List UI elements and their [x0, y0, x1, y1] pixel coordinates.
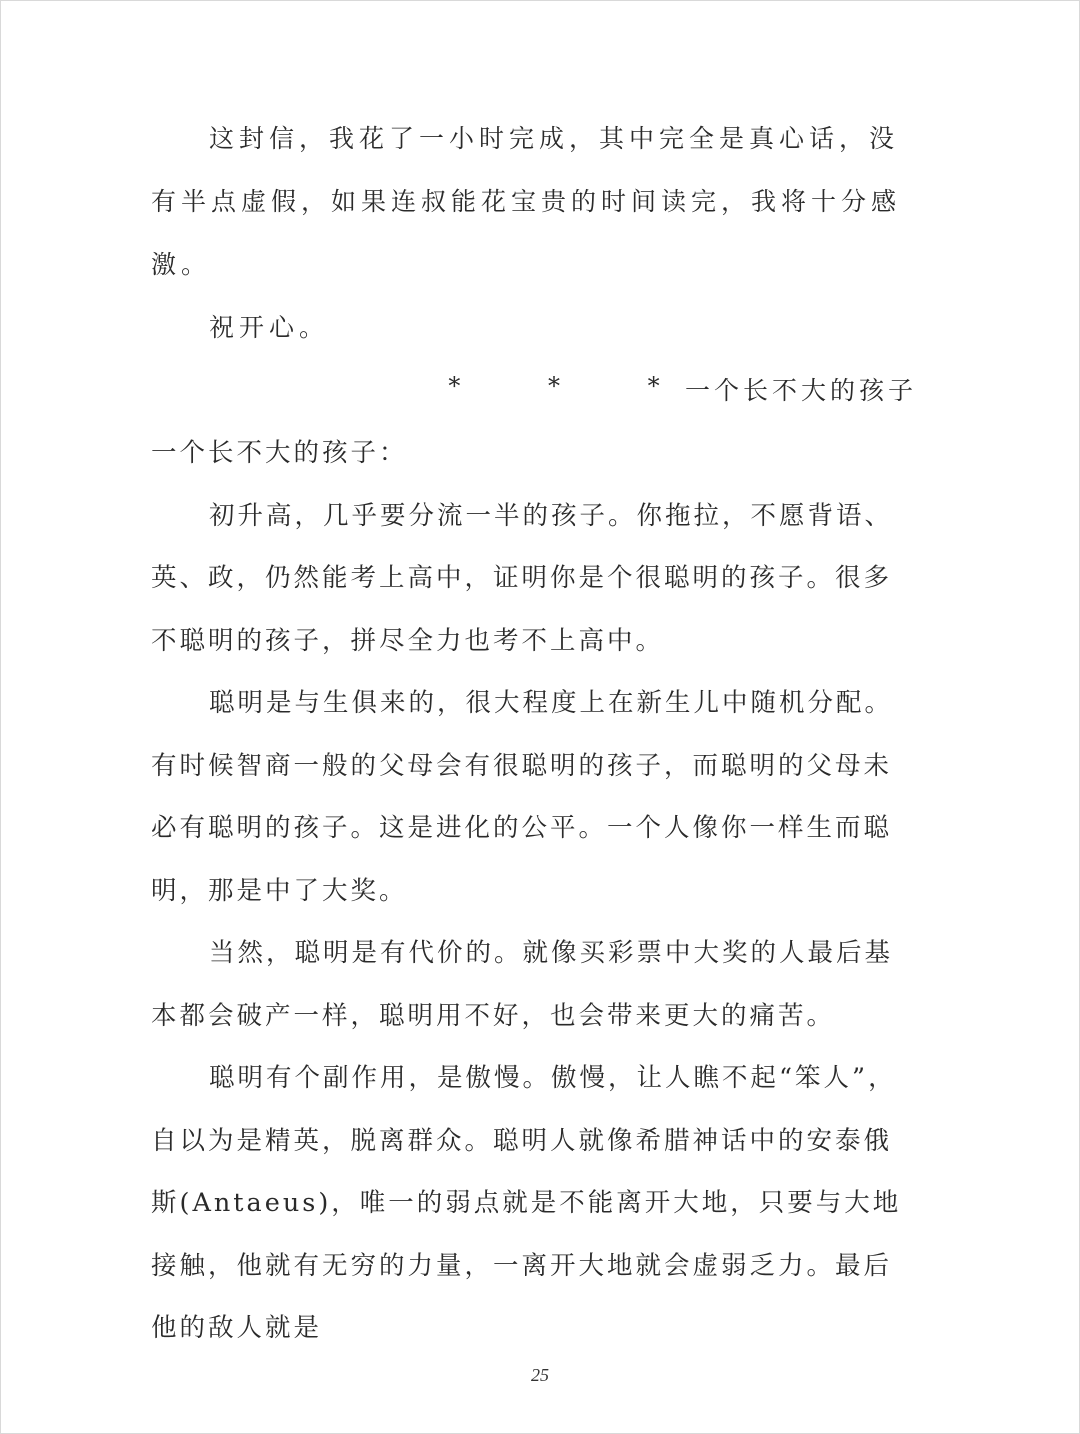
reply-paragraph: 聪明是与生俱来的，很大程度上在新生儿中随机分配。有时候智商一般的父母会有很聪明的孩子，而聪明的父母未必有聪明的孩子。这是进化的公平。一个人像你一样生而聪明，那是中了大奖。	[151, 688, 894, 906]
reply-letter	[151, 422, 917, 1360]
letter-paragraph: 这封信，我花了一小时完成，其中完全是真心话，没有半点虚假，如果连叔能花宝贵的时间读完，我将十分感激。	[151, 124, 902, 279]
letter-greeting: 祝开心。	[209, 313, 330, 342]
section-separator: * * *	[448, 372, 700, 400]
reply-paragraph: 聪明有个副作用，是傲慢。傲慢，让人瞧不起“笨人”，自以为是精英，脱离群众。聪明人就像希腊神话中的安泰俄斯(Antaeus)，唯一的弱点就是不能离开大地，只要与大地接触，他就有无穷的力量，一离开大地就会虚弱乏力。最后他的敌人就是	[151, 1063, 902, 1343]
page-number: 25	[531, 1365, 549, 1385]
reply-paragraph: 当然，聪明是有代价的。就像买彩票中大奖的人最后基本都会破产一样，聪明用不好，也会带来更大的痛苦。	[151, 938, 894, 1031]
reply-paragraph: 初升高，几乎要分流一半的孩子。你拖拉，不愿背语、英、政，仍然能考上高中，证明你是个很聪明的孩子。很多不聪明的孩子，拼尽全力也考不上高中。	[151, 500, 894, 656]
reply-salutation: 一个长不大的孩子：	[151, 438, 408, 468]
letter-signature: 一个长不大的孩子	[684, 376, 917, 405]
